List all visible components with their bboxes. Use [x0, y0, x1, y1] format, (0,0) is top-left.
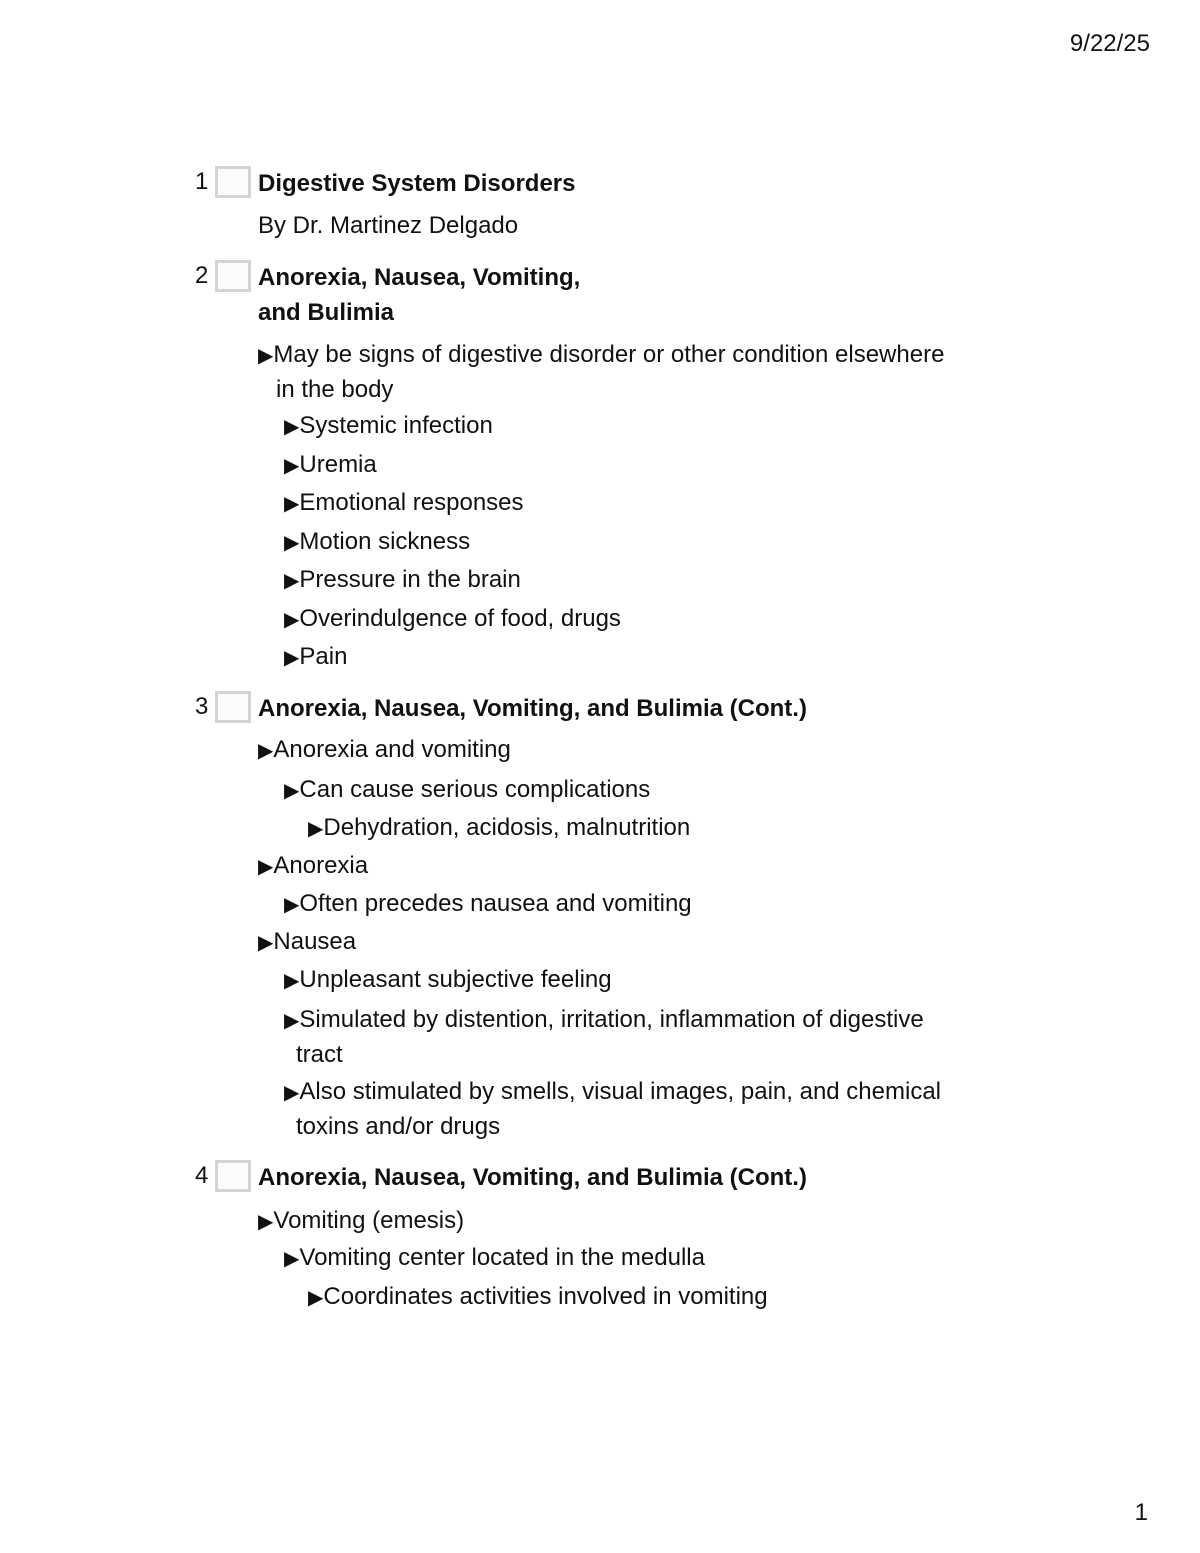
bullet-level-1: ▶Nausea	[258, 928, 357, 955]
slide-title: Anorexia, Nausea, Vomiting, and Bulimia (Cont.)	[258, 695, 807, 722]
slide-title: Anorexia, Nausea, Vomiting, and Bulimia (Cont.)	[258, 1164, 807, 1191]
bullet-level-2: ▶Simulated by distention, irritation, inflammation of digestive	[284, 1006, 924, 1033]
bullet-level-2: ▶Pain	[284, 643, 348, 670]
slide-number: 2	[195, 262, 209, 289]
bullet-level-2: ▶Pressure in the brain	[284, 566, 521, 593]
slide-thumbnail[interactable]	[215, 166, 251, 198]
bullet-continuation: toxins and/or drugs	[296, 1113, 501, 1140]
bullet-level-2: ▶Systemic infection	[284, 412, 493, 439]
slide-number: 3	[195, 693, 209, 720]
slide-title: Digestive System Disorders	[258, 170, 576, 197]
slide-2	[195, 260, 1055, 670]
bullet-continuation: tract	[296, 1041, 343, 1068]
slide-thumbnail[interactable]	[215, 260, 251, 292]
bullet-level-2: ▶Overindulgence of food, drugs	[284, 605, 621, 632]
bullet-arrow-icon: ▶	[284, 1010, 300, 1032]
bullet-arrow-icon: ▶	[284, 570, 300, 592]
bullet-level-1: ▶Vomiting (emesis)	[258, 1207, 465, 1234]
bullet-level-1: ▶May be signs of digestive disorder or other condition elsewhere	[258, 341, 945, 368]
bullet-arrow-icon: ▶	[258, 1211, 274, 1233]
slide-title: Anorexia, Nausea, Vomiting,	[258, 264, 581, 291]
slide-number: 1	[195, 168, 209, 195]
bullet-arrow-icon: ▶	[284, 1082, 300, 1104]
bullet-arrow-icon: ▶	[284, 1248, 300, 1270]
bullet-arrow-icon: ▶	[258, 856, 274, 878]
bullet-arrow-icon: ▶	[284, 609, 300, 631]
slide-1	[195, 166, 1055, 239]
bullet-arrow-icon: ▶	[284, 532, 300, 554]
bullet-arrow-icon: ▶	[284, 416, 300, 438]
slide-3	[195, 691, 1055, 1140]
bullet-level-3: ▶Coordinates activities involved in vomiting	[308, 1283, 768, 1310]
slide-thumbnail[interactable]	[215, 1160, 251, 1192]
bullet-level-2: ▶Vomiting center located in the medulla	[284, 1244, 705, 1271]
bullet-arrow-icon: ▶	[284, 894, 300, 916]
bullet-arrow-icon: ▶	[308, 818, 324, 840]
bullet-level-2: ▶Unpleasant subjective feeling	[284, 966, 612, 993]
bullet-level-2: ▶Motion sickness	[284, 528, 471, 555]
slide-title-line-2: and Bulimia	[258, 299, 395, 326]
print-date: 9/22/25	[1069, 30, 1150, 57]
slide-number: 4	[195, 1162, 209, 1189]
bullet-level-2: ▶Often precedes nausea and vomiting	[284, 890, 692, 917]
page-number: 1	[1134, 1499, 1148, 1526]
bullet-arrow-icon: ▶	[284, 455, 300, 477]
bullet-continuation: in the body	[276, 376, 394, 403]
bullet-level-2: ▶Uremia	[284, 451, 377, 478]
slide-4	[195, 1160, 1055, 1310]
bullet-arrow-icon: ▶	[284, 493, 300, 515]
bullet-arrow-icon: ▶	[308, 1287, 324, 1309]
bullet-arrow-icon: ▶	[284, 970, 300, 992]
bullet-level-3: ▶Dehydration, acidosis, malnutrition	[308, 814, 691, 841]
bullet-level-2: ▶Also stimulated by smells, visual images, pain, and chemical	[284, 1078, 942, 1105]
bullet-arrow-icon: ▶	[284, 780, 300, 802]
slide-thumbnail[interactable]	[215, 691, 251, 723]
bullet-arrow-icon: ▶	[258, 345, 274, 367]
bullet-arrow-icon: ▶	[258, 740, 274, 762]
bullet-level-2: ▶Emotional responses	[284, 489, 524, 516]
bullet-arrow-icon: ▶	[284, 647, 300, 669]
bullet-arrow-icon: ▶	[258, 932, 274, 954]
bullet-level-1: ▶Anorexia and vomiting	[258, 736, 511, 763]
bullet-level-2: ▶Can cause serious complications	[284, 776, 651, 803]
bullet-level-1: ▶Anorexia	[258, 852, 369, 879]
slide-subtitle: By Dr. Martinez Delgado	[258, 212, 519, 239]
